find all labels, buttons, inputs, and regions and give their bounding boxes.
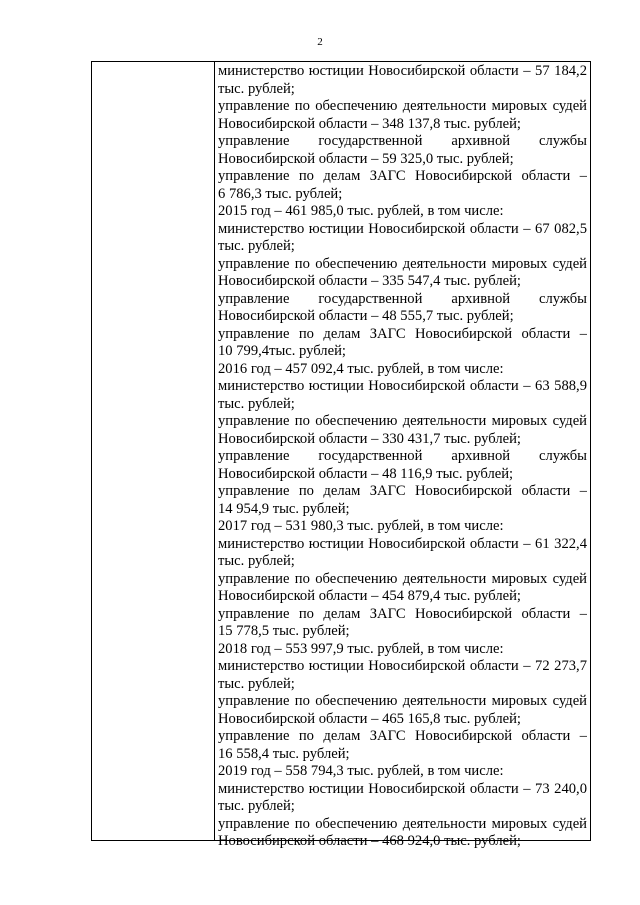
funding-text-line: управление по делам ЗАГС Новосибирской области – — [218, 605, 587, 622]
funding-text-line: управление по обеспечению деятельности мировых судей — [218, 255, 587, 272]
funding-text-line: 10 799,4тыс. рублей; — [218, 343, 346, 359]
funding-text-line: Новосибирской области – 48 116,9 тыс. рублей; — [218, 465, 514, 482]
funding-text-line: Новосибирской области – 48 555,7 тыс. рублей; — [218, 308, 514, 324]
table-right-cell — [218, 62, 587, 849]
funding-text-line: тыс. рублей; — [218, 80, 295, 97]
funding-text-line: министерство юстиции Новосибирской области – 63 588,9 — [218, 378, 587, 394]
funding-text-line: 2015 год – 461 985,0 тыс. рублей, в том числе: — [218, 203, 504, 219]
funding-text-line: тыс. рублей; — [218, 238, 295, 254]
funding-text-line: управление государственной архивной службы — [218, 290, 587, 307]
column-divider — [214, 62, 215, 840]
funding-text-line: 15 778,5 тыс. рублей; — [218, 623, 350, 639]
funding-text-line: управление по обеспечению деятельности мировых судей — [218, 413, 587, 429]
funding-text-line: тыс. рублей; — [218, 395, 295, 412]
funding-text-line: 2019 год – 558 794,3 тыс. рублей, в том числе: — [218, 763, 504, 779]
funding-text-line: министерство юстиции Новосибирской области – 73 240,0 — [218, 780, 587, 797]
funding-text-line: управление по обеспечению деятельности мировых судей — [218, 815, 587, 832]
funding-text-line: тыс. рублей; — [218, 675, 295, 692]
funding-text-line: министерство юстиции Новосибирской области – 72 273,7 — [218, 658, 587, 674]
funding-text-line: 6 786,3 тыс. рублей; — [218, 185, 343, 202]
funding-text-line: Новосибирской области – 348 137,8 тыс. рублей; — [218, 115, 521, 132]
funding-text-line: Новосибирской области – 335 547,4 тыс. рублей; — [218, 273, 521, 289]
table-left-cell — [92, 62, 214, 840]
funding-text-line: тыс. рублей; — [218, 798, 295, 814]
funding-text-line: министерство юстиции Новосибирской области – 61 322,4 — [218, 535, 587, 552]
funding-text-line: Новосибирской области – 454 879,4 тыс. рублей; — [218, 588, 521, 604]
document-table — [91, 61, 591, 849]
funding-text-line: управление по делам ЗАГС Новосибирской области – — [218, 168, 587, 184]
funding-text-line: управление государственной архивной службы — [218, 448, 587, 464]
funding-text-line: Новосибирской области – 59 325,0 тыс. рублей; — [218, 150, 514, 167]
funding-text-line: управление по обеспечению деятельности мировых судей — [218, 570, 587, 587]
funding-text-line: управление по делам ЗАГС Новосибирской области – — [218, 483, 587, 499]
funding-text-line: Новосибирской области – 465 165,8 тыс. рублей; — [218, 710, 521, 727]
funding-text-line: управление по делам ЗАГС Новосибирской области – — [218, 728, 587, 744]
funding-text-line: 2017 год – 531 980,3 тыс. рублей, в том числе: — [218, 518, 504, 534]
funding-text-line: 2016 год – 457 092,4 тыс. рублей, в том числе: — [218, 360, 504, 377]
funding-text-line: 2018 год – 553 997,9 тыс. рублей, в том числе: — [218, 640, 504, 657]
page-number: 2 — [317, 36, 323, 48]
funding-text-line: 14 954,9 тыс. рублей; — [218, 500, 350, 517]
funding-text-line: министерство юстиции Новосибирской области – 67 082,5 — [218, 220, 587, 237]
funding-text-line: управление государственной архивной службы — [218, 133, 587, 149]
funding-text-line: 16 558,4 тыс. рублей; — [218, 745, 350, 762]
funding-text-line: тыс. рублей; — [218, 553, 295, 569]
funding-text-line: управление по обеспечению деятельности мировых судей — [218, 98, 587, 114]
funding-text-line: Новосибирской области – 468 924,0 тыс. рублей; — [218, 833, 521, 849]
funding-text-line: управление по делам ЗАГС Новосибирской области – — [218, 325, 587, 342]
funding-text-line: управление по обеспечению деятельности мировых судей — [218, 693, 587, 709]
funding-text-line: министерство юстиции Новосибирской области – 57 184,2 — [218, 63, 587, 79]
funding-text-line: Новосибирской области – 330 431,7 тыс. рублей; — [218, 430, 521, 447]
